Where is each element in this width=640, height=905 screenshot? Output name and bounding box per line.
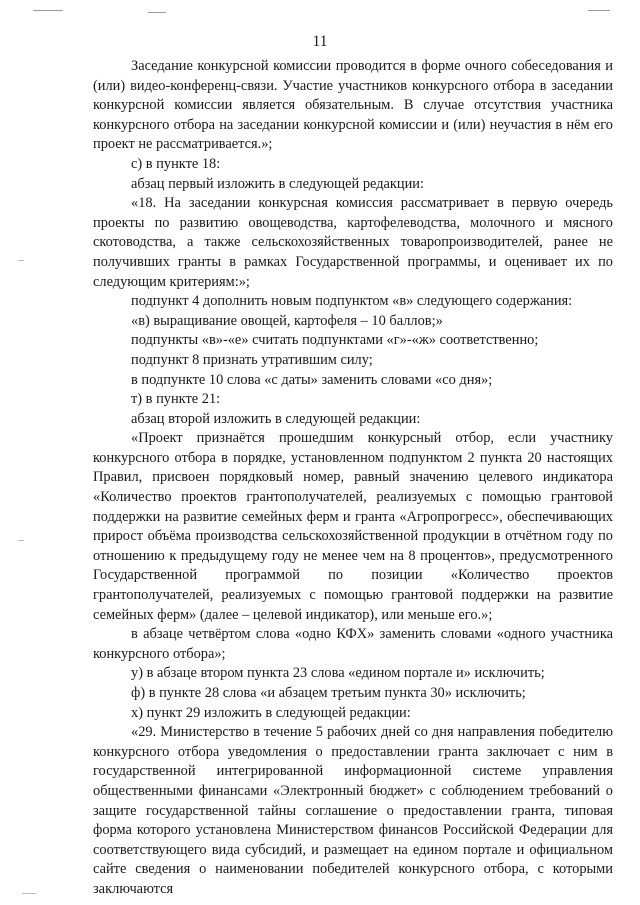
- paragraph: абзац первый изложить в следующей редакции:: [131, 175, 425, 192]
- paragraph: «Проект признаётся прошедшим конкурсный отбор, если участнику конкурсного отбора в порядке, установленном подпунктом 2 пункта 20 настоящих Правил, присвоен порядковый номер, равный значению целевого индикатора «Количество проектов грантополучателей, реализуемых с помощью грантовой поддержки на развитие семейных ферм и гранта «Агропрогресс», обеспечивающих прирост объёма производства сельскохозяйственной продукции в отчётном году по отношению к предыдущему году не менее чем на 8 процентов», предусмотренного Государственной программой по позиции «Количество проектов грантополучателей, реализуемых с помощью грантовой поддержки на развитие семейных ферм» (далее – целевой индикатор), или меньше его.»;: [93, 430, 613, 623]
- paragraph: у) в абзаце втором пункта 23 слова «едином портале и» исключить;: [131, 665, 545, 682]
- scan-edge-marks: [0, 10, 640, 14]
- paragraph: «18. На заседании конкурсная комиссия рассматривает в первую очередь проекты по развитию овощеводства, картофелеводства, молочного и мясного скотоводства, а также сельскохозяйственных товаропроизводителей, ранее не получивших гранты в рамках Государственной программы, и оценивает их по следующим критериям:»;: [93, 195, 613, 290]
- paragraph: «29. Министерство в течение 5 рабочих дней со дня направления победителю конкурсного отбора уведомления о предоставлении гранта заключает с ним в государственной интегрированной информационной системе управления общественными финансами «Электронный бюджет» с соблюдением требований о защите государственной тайны соглашение о предоставлении гранта, типовая форма которого установлена Министерством финансов Российской Федерации для соответствующего вида субсидий, и размещает на едином портале и официальном сайте сведения о наименовании победителей конкурсного отбора, с которыми заключаются: [93, 724, 613, 897]
- paragraph: в абзаце четвёртом слова «одно КФХ» заменить словами «одного участника конкурсного отбора»;: [93, 626, 613, 662]
- paragraph: в подпункте 10 слова «с даты» заменить словами «со дня»;: [131, 371, 493, 388]
- paragraph: подпункт 4 дополнить новым подпунктом «в» следующего содержания:: [131, 293, 573, 310]
- paragraph: Заседание конкурсной комиссии проводится в форме очного собеседования и (или) видео-конференц-связи. Участие участников конкурсного отбора в заседании конкурсной комиссии является обязательным. В случае отсутствия участника конкурсного отбора на заседании конкурсной комиссии и (или) неучастия в нём его проект не рассматривается.»;: [93, 58, 613, 153]
- document-body: [93, 57, 613, 900]
- paragraph: х) пункт 29 изложить в следующей редакции:: [131, 704, 411, 721]
- paragraph: с) в пункте 18:: [131, 155, 221, 172]
- paragraph: подпункты «в»-«е» считать подпунктами «г»-«ж» соответственно;: [131, 332, 539, 349]
- paragraph: абзац второй изложить в следующей редакции:: [131, 410, 421, 427]
- page-number: 11: [312, 33, 328, 50]
- paragraph: подпункт 8 признать утратившим силу;: [131, 351, 373, 368]
- paragraph: ф) в пункте 28 слова «и абзацем третьим пункта 30» исключить;: [131, 685, 526, 701]
- paragraph: т) в пункте 21:: [131, 391, 221, 408]
- paragraph: «в) выращивание овощей, картофеля – 10 баллов;»: [131, 312, 443, 329]
